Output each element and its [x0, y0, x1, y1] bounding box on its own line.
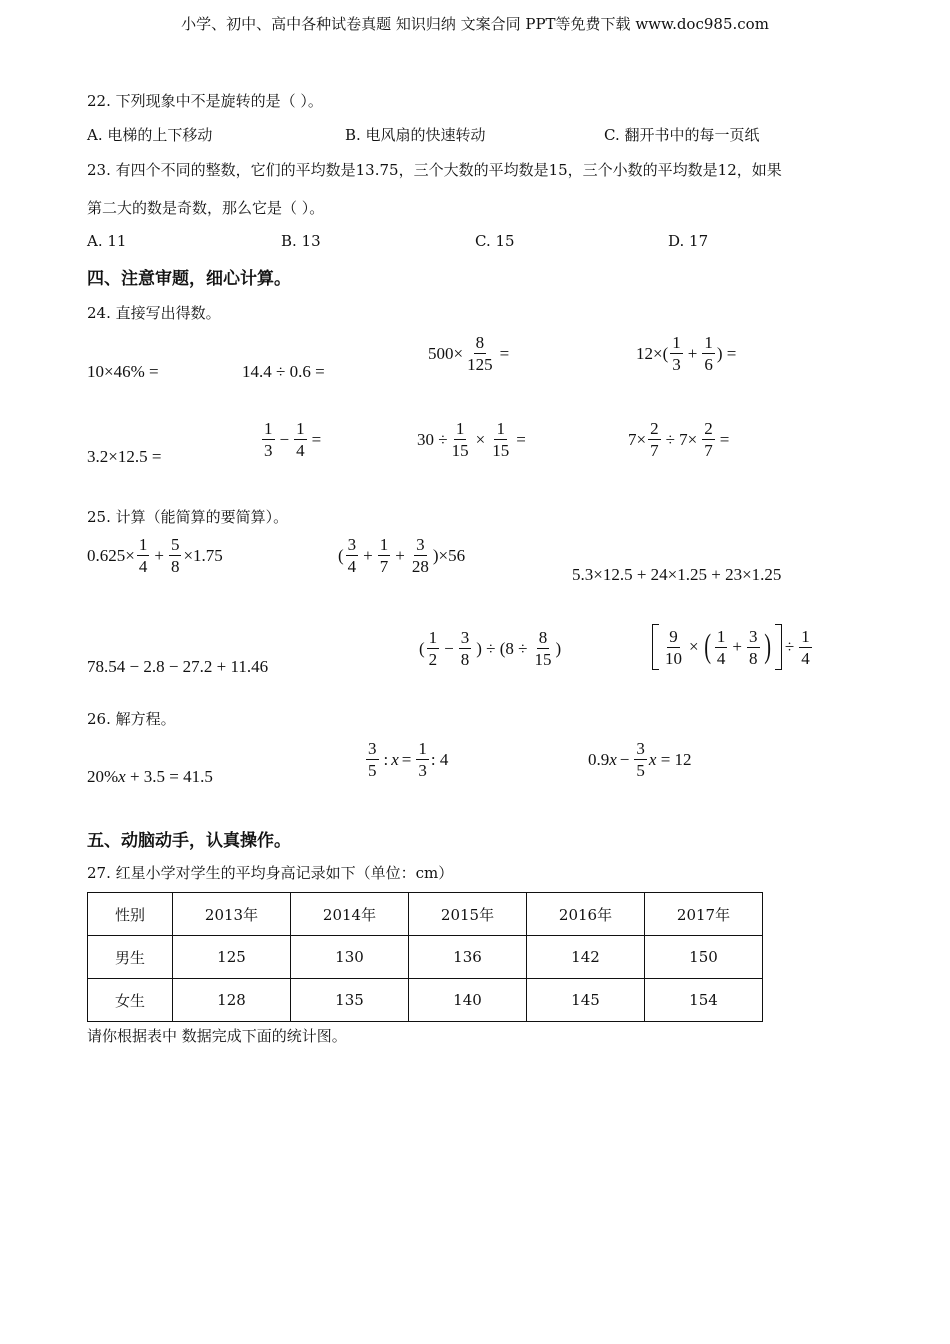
table-header-cell: 2013年: [173, 893, 291, 936]
table-cell: 154: [645, 979, 763, 1022]
question-23-option-a: A. 11: [87, 232, 127, 250]
table-header-cell: 性别: [88, 893, 173, 936]
fraction: 1 4: [716, 626, 726, 668]
fraction: $\frac{1}{4}$: [138, 535, 148, 576]
fraction: $\frac{3}{28}$: [411, 535, 429, 576]
question-23-stem-line2: 第二大的数是奇数，那么它是（ ）。: [87, 199, 325, 217]
table-header-cell: 2014年: [291, 893, 409, 936]
q24-expr-1: 10×46% =: [87, 362, 159, 381]
question-22-option-b: B. 电风扇的快速转动: [345, 126, 486, 144]
right-bracket: [775, 624, 782, 670]
q26-equation-2: 3 5 : x = $\frac{1}{3}$ : 4: [368, 739, 449, 780]
q26-equation-1: 20% x + 3.5 = 41.5: [87, 767, 213, 786]
table-cell: 女生: [88, 979, 173, 1022]
q25-expr-4: 78.54 − 2.8 − 27.2 + 11.46: [87, 657, 269, 676]
fraction: 3 4: [347, 535, 357, 576]
left-paren: (: [703, 628, 711, 665]
table-header-row: [88, 893, 763, 936]
page-header: 小学、初中、高中各种试卷真题 知识归纳 文案合同 PPT等免费下载 www.doc985.com: [181, 15, 769, 33]
section-5-title: 五、动脑动手，认真操作。: [87, 831, 291, 851]
question-26-stem: 26. 解方程。: [87, 710, 176, 728]
q25-expr-3: 5.3×12.5 + 24×1.25 + 23×1.25: [572, 565, 782, 584]
table-header-cell: 2017年: [645, 893, 763, 936]
fraction: 1 3: [264, 419, 273, 460]
fraction: $\frac{1}{4}$: [296, 419, 305, 460]
q24-expr-2: 14.4 ÷ 0.6 =: [242, 362, 325, 381]
fraction: $\frac{1}{3}$: [418, 739, 427, 780]
table-cell: 142: [527, 936, 645, 979]
q25-expr-1: 0.625× $\frac{1}{4}$ + $\frac{5}{8}$ ×1.75: [87, 535, 223, 576]
q24-expr-4: 12×( 1 3 + $\frac{1}{6}$ ) =: [636, 333, 737, 374]
table-cell: 136: [409, 936, 527, 979]
question-25-stem: 25. 计算（能简算的要简算）。: [87, 508, 289, 526]
q25-expr-6: $\frac{9}{10}$ × ( 1 4 + $\frac{3}{8}$ ) ÷ $\frac{1}{4}$: [652, 624, 814, 670]
table-header-cell: 2016年: [527, 893, 645, 936]
question-23-option-c: C. 15: [475, 232, 515, 250]
question-27-stem: 27. 红星小学对学生的平均身高记录如下（单位：cm）: [87, 864, 454, 882]
question-22-stem: 22. 下列现象中不是旋转的是（ ）。: [87, 92, 323, 110]
question-23-option-d: D. 17: [668, 232, 709, 250]
table-cell: 128: [173, 979, 291, 1022]
fraction: $\frac{9}{10}$: [665, 626, 682, 668]
fraction: 1 3: [672, 333, 681, 374]
fraction: $\frac{3}{5}$: [636, 739, 645, 780]
fraction: $\frac{8}{15}$: [534, 628, 552, 669]
fraction: $\frac{1}{6}$: [704, 333, 713, 374]
table-row: [88, 979, 763, 1022]
fraction: $\frac{1}{15}$: [451, 419, 469, 460]
table-cell: 150: [645, 936, 763, 979]
fraction: $\frac{2}{7}$: [704, 419, 713, 460]
q24-expr-7: 30 ÷ $\frac{1}{15}$ × $\frac{1}{15}$ =: [417, 419, 526, 460]
table-cell: 125: [173, 936, 291, 979]
question-23-stem-line1: 23. 有四个不同的整数，它们的平均数是13.75，三个大数的平均数是15，三个小数的平均数是12，如果: [87, 161, 782, 179]
height-table: [87, 892, 763, 1022]
section-4-title: 四、注意审题，细心计算。: [87, 269, 291, 289]
q24-expr-5: 3.2×12.5 =: [87, 447, 162, 466]
table-cell: 145: [527, 979, 645, 1022]
q24-expr-8: 7× $\frac{2}{7}$ ÷ 7× $\frac{2}{7}$ =: [628, 419, 730, 460]
question-23-option-b: B. 13: [281, 232, 321, 250]
table-header-cell: 2015年: [409, 893, 527, 936]
fraction: $\frac{3}{8}$: [749, 626, 758, 668]
table-cell: 130: [291, 936, 409, 979]
table-row: [88, 936, 763, 979]
question-24-stem: 24. 直接写出得数。: [87, 304, 221, 322]
fraction: $\frac{3}{8}$: [460, 628, 470, 669]
fraction: $\frac{1}{7}$: [379, 535, 389, 576]
right-paren: ): [763, 628, 771, 665]
q25-expr-5: ( 1 2 − $\frac{3}{8}$ ) ÷ (8 ÷ $\frac{8}{15}$ ): [419, 628, 562, 669]
q25-expr-2: ( 3 4 + $\frac{1}{7}$ + $\frac{3}{28}$ )×56: [338, 535, 466, 576]
q24-expr-6: 1 3 − $\frac{1}{4}$ =: [264, 419, 322, 460]
q26-equation-3: 0.9 x − $\frac{3}{5}$ x = 12: [588, 739, 692, 780]
question-22-option-a: A. 电梯的上下移动: [87, 126, 213, 144]
fraction: $\frac{5}{8}$: [170, 535, 180, 576]
fraction: $\frac{1}{15}$: [492, 419, 510, 460]
table-cell: 140: [409, 979, 527, 1022]
q24-expr-3: 500× $\frac{8}{125}$ =: [428, 333, 510, 374]
table-cell: 135: [291, 979, 409, 1022]
table-cell: 男生: [88, 936, 173, 979]
fraction: 3 5: [368, 739, 377, 780]
fraction: $\frac{2}{7}$: [650, 419, 659, 460]
fraction: $\frac{1}{4}$: [801, 626, 810, 668]
fraction: 1 2: [428, 628, 438, 669]
question-27-footer: 请你根据表中 数据完成下面的统计图。: [87, 1027, 347, 1045]
question-22-option-c: C. 翻开书中的每一页纸: [604, 126, 760, 144]
left-bracket: [652, 624, 659, 670]
fraction: $\frac{8}{125}$: [467, 333, 493, 374]
